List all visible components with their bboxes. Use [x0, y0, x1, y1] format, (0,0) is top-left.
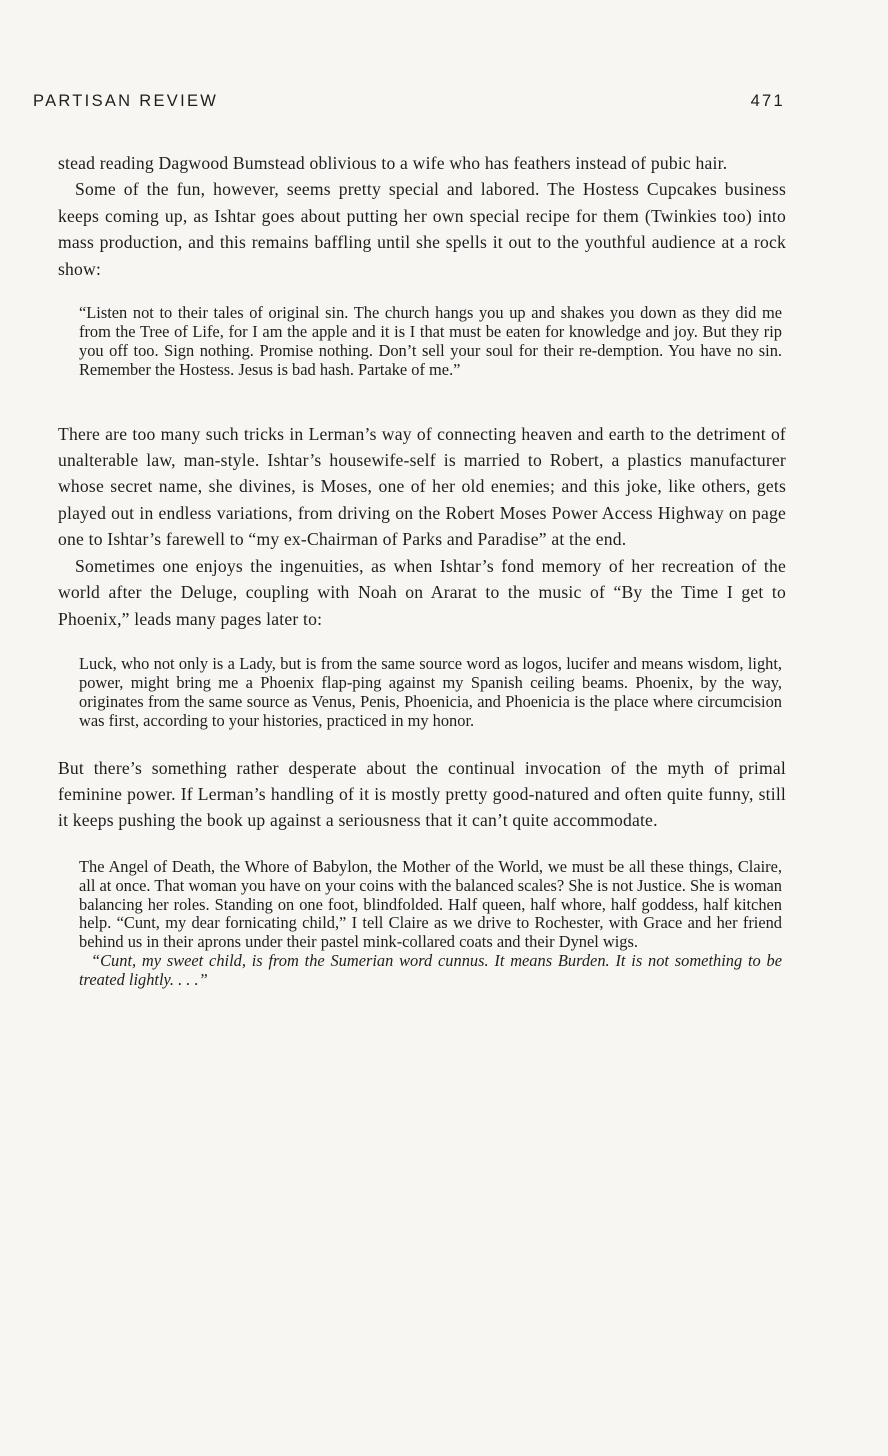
quote-text: Luck, who not only is a Lady, but is from the same source word as logos, lucifer and means wisdom, light, power, might bring me a Phoenix flap-ping against my Spanish ceiling beams. Phoenix, by the way, originates from the same source as Venus, Penis, Phoenicia, and Phoenicia is the place where circumcision was first, according to your histories, practiced in my honor. [79, 653, 782, 730]
paragraph: But there’s something rather desperate about the continual invocation of the myth of primal feminine power. If Lerman’s handling of it is mostly pretty good-natured and often quite funny, still it keeps pushing the book up against a seriousness that it can’t quite accommodate. [58, 757, 786, 831]
quote-text-italic [79, 952, 782, 990]
block-quote [79, 304, 782, 380]
page-number: 471 [750, 92, 785, 110]
block-quote [79, 655, 782, 731]
paragraph: Sometimes one enjoys the ingenuities, as when Ishtar’s fond memory of her recreation of the world after the Deluge, coupling with Noah on Ararat to the music of “By the Time I get to Phoenix,” leads many pages later to: [58, 555, 786, 629]
paragraph-continued: stead reading Dagwood Bumstead oblivious to a wife who has feathers instead of pubic hair. [58, 153, 728, 173]
article-body [58, 150, 786, 990]
running-header [33, 92, 785, 111]
italic-quote: “Cunt, my sweet child, is from the Sumerian word cunnus. It means Burden. It is not something to be treated lightly. . . .” [79, 951, 782, 990]
paragraph: There are too many such tricks in Lerman’s way of connecting heaven and earth to the detriment of unalterable law, man-style. Ishtar’s housewife-self is married to Robert, a plastics manufacturer whose secret name, she divines, is Moses, one of her old enemies; and this joke, like others, gets played out in endless variations, from driving on the Robert Moses Power Access Highway on page one to Ishtar’s farewell to “my ex-Chairman of Parks and Paradise” at the end. [58, 423, 786, 550]
paragraph: Some of the fun, however, seems pretty special and labored. The Hostess Cupcakes business keeps coming up, as Ishtar goes about putting her own special recipe for them (Twinkies too) into mass production, and this remains baffling until she spells it out to the youthful audience at a rock show: [58, 179, 786, 279]
quote-text: The Angel of Death, the Whore of Babylon, the Mother of the World, we must be all these things, Claire, all at once. That woman you have on your coins with the balanced scales? She is not Justice. She is woman balancing her roles. Standing on one foot, blindfolded. Half queen, half whore, half goddess, half kitchen help. “Cunt, my dear fornicating child,” I tell Claire as we drive to Rochester, with Grace and her friend behind us in their aprons under their pastel mink-collared coats and their Dynel wigs. [79, 856, 782, 952]
block-quote [79, 858, 782, 990]
journal-title: PARTISAN REVIEW [33, 92, 219, 110]
quote-text: “Listen not to their tales of original sin. The church hangs you up and shakes you down as they did me from the Tree of Life, for I am the apple and it is I that must be eaten for knowledge and joy. But they rip you off too. Sign nothing. Promise nothing. Don’t sell your soul for their re-demption. You have no sin. Remember the Hostess. Jesus is bad hash. Partake of me.” [79, 303, 782, 379]
